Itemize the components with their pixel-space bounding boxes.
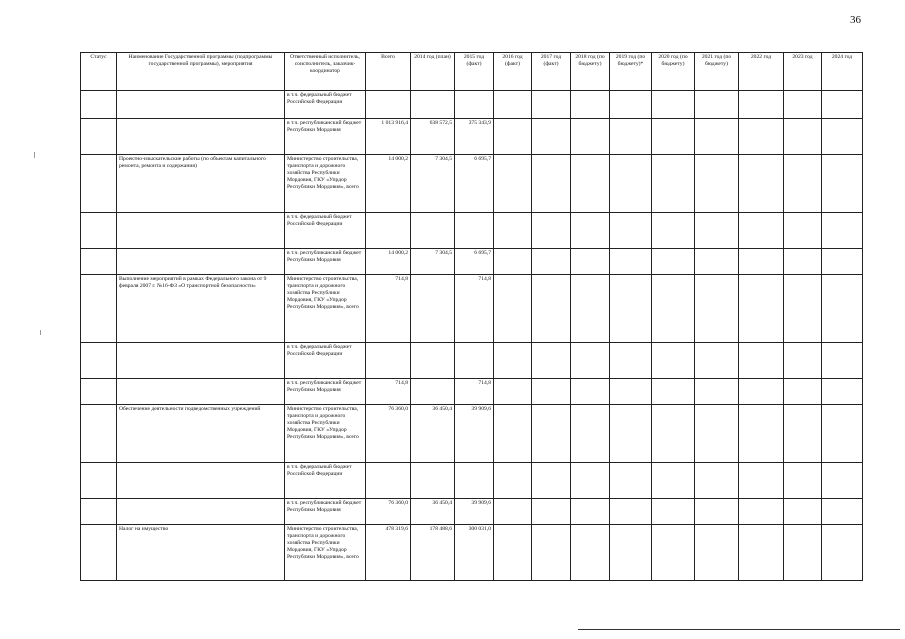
empty-year-cell bbox=[494, 525, 532, 581]
total-cell bbox=[366, 91, 411, 119]
responsible-cell: в т.ч. федеральный бюджет Российской Федерации bbox=[285, 213, 366, 249]
header-2020: 2020 год (по бюджету) bbox=[652, 53, 695, 91]
status-cell bbox=[81, 405, 117, 463]
empty-year-cell bbox=[695, 405, 739, 463]
table-row bbox=[81, 499, 863, 525]
responsible-cell: Министерство строительства, транспорта и дорожного хозяйства Республики Мордовия, ГКУ «Упрдор Республики Мордовия», всего bbox=[285, 275, 366, 343]
empty-year-cell bbox=[695, 155, 739, 213]
program-cell: Обеспечение деятельности подведомственных учреждений bbox=[117, 405, 285, 463]
empty-year-cell bbox=[532, 405, 571, 463]
empty-year-cell bbox=[739, 91, 784, 119]
empty-year-cell bbox=[610, 213, 652, 249]
empty-year-cell bbox=[610, 343, 652, 379]
empty-year-cell bbox=[571, 155, 610, 213]
v2015-cell: 714,8 bbox=[455, 275, 494, 343]
table-row bbox=[81, 275, 863, 343]
header-2024: 2024 год bbox=[822, 53, 863, 91]
empty-year-cell bbox=[822, 213, 863, 249]
empty-year-cell bbox=[695, 343, 739, 379]
empty-year-cell bbox=[571, 119, 610, 155]
empty-year-cell bbox=[532, 155, 571, 213]
status-cell bbox=[81, 91, 117, 119]
empty-year-cell bbox=[822, 499, 863, 525]
empty-year-cell bbox=[610, 275, 652, 343]
empty-year-cell bbox=[571, 275, 610, 343]
v2015-cell bbox=[455, 343, 494, 379]
table-row bbox=[81, 249, 863, 275]
status-cell bbox=[81, 213, 117, 249]
v2014-cell bbox=[411, 379, 455, 405]
empty-year-cell bbox=[822, 249, 863, 275]
empty-year-cell bbox=[532, 119, 571, 155]
total-cell: 14 000,2 bbox=[366, 155, 411, 213]
table-row bbox=[81, 343, 863, 379]
empty-year-cell bbox=[532, 525, 571, 581]
empty-year-cell bbox=[652, 343, 695, 379]
empty-year-cell bbox=[822, 91, 863, 119]
empty-year-cell bbox=[739, 155, 784, 213]
table-row bbox=[81, 405, 863, 463]
header-row bbox=[81, 53, 863, 91]
empty-year-cell bbox=[532, 275, 571, 343]
header-2023: 2023 год bbox=[784, 53, 822, 91]
status-cell bbox=[81, 275, 117, 343]
program-cell bbox=[117, 463, 285, 499]
empty-year-cell bbox=[610, 525, 652, 581]
total-cell bbox=[366, 463, 411, 499]
v2015-cell: 300 031,0 bbox=[455, 525, 494, 581]
empty-year-cell bbox=[610, 91, 652, 119]
empty-year-cell bbox=[784, 155, 822, 213]
header-2018: 2018 год (по бюджету) bbox=[571, 53, 610, 91]
empty-year-cell bbox=[822, 463, 863, 499]
responsible-cell: в т.ч. республиканский бюджет Республики Мордовия bbox=[285, 119, 366, 155]
empty-year-cell bbox=[610, 379, 652, 405]
status-cell bbox=[81, 499, 117, 525]
program-cell bbox=[117, 379, 285, 405]
responsible-cell: Министерство строительства, транспорта и дорожного хозяйства Республики Мордовия, ГКУ «Упрдор Республики Мордовия», всего bbox=[285, 155, 366, 213]
empty-year-cell bbox=[571, 379, 610, 405]
empty-year-cell bbox=[695, 275, 739, 343]
empty-year-cell bbox=[784, 91, 822, 119]
empty-year-cell bbox=[784, 525, 822, 581]
v2014-cell: 7 304,5 bbox=[411, 155, 455, 213]
empty-year-cell bbox=[610, 499, 652, 525]
header-2016: 2016 год (факт) bbox=[494, 53, 532, 91]
empty-year-cell bbox=[494, 119, 532, 155]
v2014-cell: 178 488,6 bbox=[411, 525, 455, 581]
empty-year-cell bbox=[739, 525, 784, 581]
empty-year-cell bbox=[610, 119, 652, 155]
header-2019: 2019 год (по бюджету)* bbox=[610, 53, 652, 91]
empty-year-cell bbox=[739, 405, 784, 463]
empty-year-cell bbox=[739, 463, 784, 499]
table-row bbox=[81, 91, 863, 119]
empty-year-cell bbox=[695, 499, 739, 525]
v2014-cell bbox=[411, 275, 455, 343]
empty-year-cell bbox=[784, 213, 822, 249]
program-cell bbox=[117, 119, 285, 155]
v2014-cell bbox=[411, 213, 455, 249]
responsible-cell: в т.ч. республиканский бюджет Республики Мордовия bbox=[285, 499, 366, 525]
v2015-cell: 39 909,6 bbox=[455, 405, 494, 463]
empty-year-cell bbox=[610, 463, 652, 499]
v2014-cell bbox=[411, 343, 455, 379]
responsible-cell: в т.ч. федеральный бюджет Российской Федерации bbox=[285, 463, 366, 499]
empty-year-cell bbox=[739, 499, 784, 525]
v2014-cell: 36 450,4 bbox=[411, 405, 455, 463]
empty-year-cell bbox=[532, 91, 571, 119]
empty-year-cell bbox=[784, 405, 822, 463]
status-cell bbox=[81, 379, 117, 405]
empty-year-cell bbox=[532, 463, 571, 499]
empty-year-cell bbox=[739, 213, 784, 249]
responsible-cell: в т.ч. федеральный бюджет Российской Федерации bbox=[285, 91, 366, 119]
total-cell: 714,8 bbox=[366, 275, 411, 343]
empty-year-cell bbox=[652, 275, 695, 343]
empty-year-cell bbox=[532, 499, 571, 525]
empty-year-cell bbox=[652, 379, 695, 405]
program-cell bbox=[117, 91, 285, 119]
total-cell: 76 360,0 bbox=[366, 499, 411, 525]
empty-year-cell bbox=[695, 463, 739, 499]
empty-year-cell bbox=[739, 119, 784, 155]
v2015-cell bbox=[455, 463, 494, 499]
table-row bbox=[81, 463, 863, 499]
v2015-cell bbox=[455, 213, 494, 249]
empty-year-cell bbox=[695, 119, 739, 155]
empty-year-cell bbox=[784, 249, 822, 275]
empty-year-cell bbox=[652, 499, 695, 525]
empty-year-cell bbox=[571, 249, 610, 275]
empty-year-cell bbox=[822, 275, 863, 343]
empty-year-cell bbox=[610, 405, 652, 463]
empty-year-cell bbox=[695, 213, 739, 249]
total-cell bbox=[366, 213, 411, 249]
empty-year-cell bbox=[822, 119, 863, 155]
responsible-cell: Министерство строительства, транспорта и дорожного хозяйства Республики Мордовия, ГКУ «Упрдор Республики Мордовия», всего bbox=[285, 525, 366, 581]
empty-year-cell bbox=[494, 275, 532, 343]
empty-year-cell bbox=[784, 119, 822, 155]
empty-year-cell bbox=[822, 379, 863, 405]
header-2022: 2022 год bbox=[739, 53, 784, 91]
status-cell bbox=[81, 525, 117, 581]
empty-year-cell bbox=[652, 119, 695, 155]
empty-year-cell bbox=[739, 275, 784, 343]
empty-year-cell bbox=[610, 249, 652, 275]
program-cell bbox=[117, 213, 285, 249]
header-total: Всего bbox=[366, 53, 411, 91]
empty-year-cell bbox=[494, 213, 532, 249]
empty-year-cell bbox=[652, 405, 695, 463]
empty-year-cell bbox=[532, 343, 571, 379]
table-row bbox=[81, 379, 863, 405]
header-2014: 2014 год (план) bbox=[411, 53, 455, 91]
empty-year-cell bbox=[571, 343, 610, 379]
status-cell bbox=[81, 249, 117, 275]
empty-year-cell bbox=[532, 213, 571, 249]
empty-year-cell bbox=[784, 379, 822, 405]
empty-year-cell bbox=[494, 499, 532, 525]
left-margin-mark bbox=[40, 330, 41, 335]
empty-year-cell bbox=[784, 275, 822, 343]
empty-year-cell bbox=[822, 405, 863, 463]
empty-year-cell bbox=[571, 91, 610, 119]
empty-year-cell bbox=[652, 525, 695, 581]
empty-year-cell bbox=[494, 405, 532, 463]
program-cell: Проектно-изыскательские работы (по объектам капитального ремонта, ремонта и содержания) bbox=[117, 155, 285, 213]
total-cell: 478 319,6 bbox=[366, 525, 411, 581]
table-row bbox=[81, 155, 863, 213]
v2015-cell: 6 695,7 bbox=[455, 249, 494, 275]
budget-table bbox=[80, 52, 863, 581]
empty-year-cell bbox=[571, 213, 610, 249]
total-cell: 714,8 bbox=[366, 379, 411, 405]
empty-year-cell bbox=[652, 249, 695, 275]
empty-year-cell bbox=[822, 343, 863, 379]
v2014-cell: 36 450,4 bbox=[411, 499, 455, 525]
table-row bbox=[81, 119, 863, 155]
status-cell bbox=[81, 119, 117, 155]
empty-year-cell bbox=[784, 463, 822, 499]
empty-year-cell bbox=[494, 91, 532, 119]
empty-year-cell bbox=[571, 499, 610, 525]
program-cell: Выполнение мероприятий в рамках Федерального закона от 9 февраля 2007 г. №16-ФЗ «О транспортной безопасности» bbox=[117, 275, 285, 343]
header-status: Статус bbox=[81, 53, 117, 91]
header-2021: 2021 год (по бюджету) bbox=[695, 53, 739, 91]
program-cell bbox=[117, 499, 285, 525]
status-cell bbox=[81, 463, 117, 499]
empty-year-cell bbox=[610, 155, 652, 213]
program-cell: Налог на имущество bbox=[117, 525, 285, 581]
empty-year-cell bbox=[822, 525, 863, 581]
total-cell bbox=[366, 343, 411, 379]
empty-year-cell bbox=[652, 463, 695, 499]
status-cell bbox=[81, 343, 117, 379]
header-2017: 2017 год (факт) bbox=[532, 53, 571, 91]
responsible-cell: в т.ч. республиканский бюджет Республики Мордовия bbox=[285, 379, 366, 405]
header-2015: 2015 год (факт) bbox=[455, 53, 494, 91]
empty-year-cell bbox=[571, 405, 610, 463]
empty-year-cell bbox=[652, 155, 695, 213]
empty-year-cell bbox=[695, 379, 739, 405]
empty-year-cell bbox=[739, 343, 784, 379]
total-cell: 76 360,0 bbox=[366, 405, 411, 463]
header-program: Наименование Государственной программы (подпрограммы государственной программы), мероприятия bbox=[117, 53, 285, 91]
empty-year-cell bbox=[532, 249, 571, 275]
total-cell: 1 013 916,4 bbox=[366, 119, 411, 155]
status-cell bbox=[81, 155, 117, 213]
empty-year-cell bbox=[739, 249, 784, 275]
empty-year-cell bbox=[784, 499, 822, 525]
empty-year-cell bbox=[571, 463, 610, 499]
table-row bbox=[81, 525, 863, 581]
responsible-cell: в т.ч. республиканский бюджет Республики Мордовия bbox=[285, 249, 366, 275]
empty-year-cell bbox=[652, 213, 695, 249]
empty-year-cell bbox=[571, 525, 610, 581]
empty-year-cell bbox=[695, 91, 739, 119]
empty-year-cell bbox=[695, 525, 739, 581]
empty-year-cell bbox=[494, 379, 532, 405]
v2015-cell: 375 343,9 bbox=[455, 119, 494, 155]
table-row bbox=[81, 213, 863, 249]
bottom-rule bbox=[578, 629, 900, 630]
program-cell bbox=[117, 249, 285, 275]
page-number: 36 bbox=[850, 14, 861, 26]
header-responsible: Ответственный исполнитель, соисполнитель, заказчик-координатор bbox=[285, 53, 366, 91]
v2015-cell: 6 695,7 bbox=[455, 155, 494, 213]
responsible-cell: Министерство строительства, транспорта и дорожного хозяйства Республики Мордовия, ГКУ «Упрдор Республики Мордовия», всего bbox=[285, 405, 366, 463]
v2014-cell: 7 304,5 bbox=[411, 249, 455, 275]
empty-year-cell bbox=[695, 249, 739, 275]
v2015-cell: 714,8 bbox=[455, 379, 494, 405]
v2014-cell bbox=[411, 463, 455, 499]
empty-year-cell bbox=[494, 463, 532, 499]
responsible-cell: в т.ч. федеральный бюджет Российской Федерации bbox=[285, 343, 366, 379]
empty-year-cell bbox=[822, 155, 863, 213]
left-margin-mark bbox=[34, 152, 35, 158]
v2015-cell: 39 909,6 bbox=[455, 499, 494, 525]
v2014-cell: 638 572,5 bbox=[411, 119, 455, 155]
v2015-cell bbox=[455, 91, 494, 119]
empty-year-cell bbox=[494, 155, 532, 213]
empty-year-cell bbox=[784, 343, 822, 379]
empty-year-cell bbox=[494, 343, 532, 379]
v2014-cell bbox=[411, 91, 455, 119]
empty-year-cell bbox=[652, 91, 695, 119]
total-cell: 14 000,2 bbox=[366, 249, 411, 275]
program-cell bbox=[117, 343, 285, 379]
empty-year-cell bbox=[532, 379, 571, 405]
empty-year-cell bbox=[739, 379, 784, 405]
empty-year-cell bbox=[494, 249, 532, 275]
